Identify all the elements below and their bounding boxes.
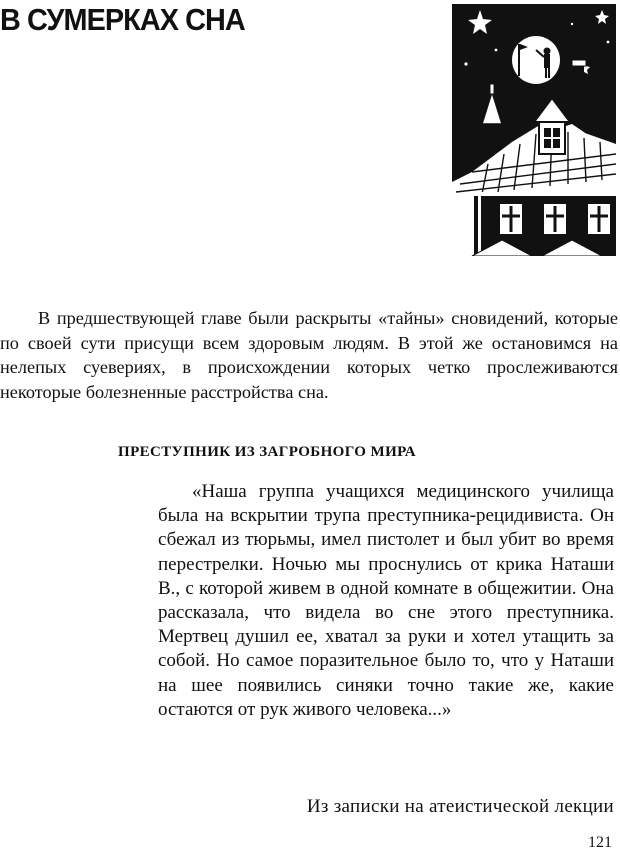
quote-block [158, 480, 614, 722]
page-number: 121 [588, 834, 612, 851]
chapter-title: В СУМЕРКАХ СНА [0, 2, 245, 37]
section-heading: ПРЕСТУПНИК ИЗ ЗАГРОБНОГО МИРА [118, 444, 417, 460]
intro-paragraph [0, 306, 618, 404]
quote-source: Из записки на атеистической лекции [306, 796, 614, 817]
intro-text: В предшествующей главе были раскрыты «тайны» сновидений, которые по своей сути присущи всем здоровым людям. В этой же остановимся на нелепых суевериях, в происхождении которых четко прослеживаются некоторые болезненные расстройства сна. [0, 308, 618, 402]
night-rooftops-illustration [452, 4, 616, 256]
quote-text: «Наша группа учащихся медицинского училища была на вскрытии трупа преступника-рецидивиста. Он сбежал из тюрьмы, имел пистолет и был убит во время перестрелки. Ночью мы проснулись от крика Наташи В., с которой живем в одной комнате в общежитии. Она рассказала, что видела во сне этого преступника. Мертвец душил ее, хватал за руки и хотел утащить за собой. Но самое поразительное было то, что у Наташи на шее появились синяки точно такие же, какие остаются от рук живого человека...» [158, 481, 614, 720]
